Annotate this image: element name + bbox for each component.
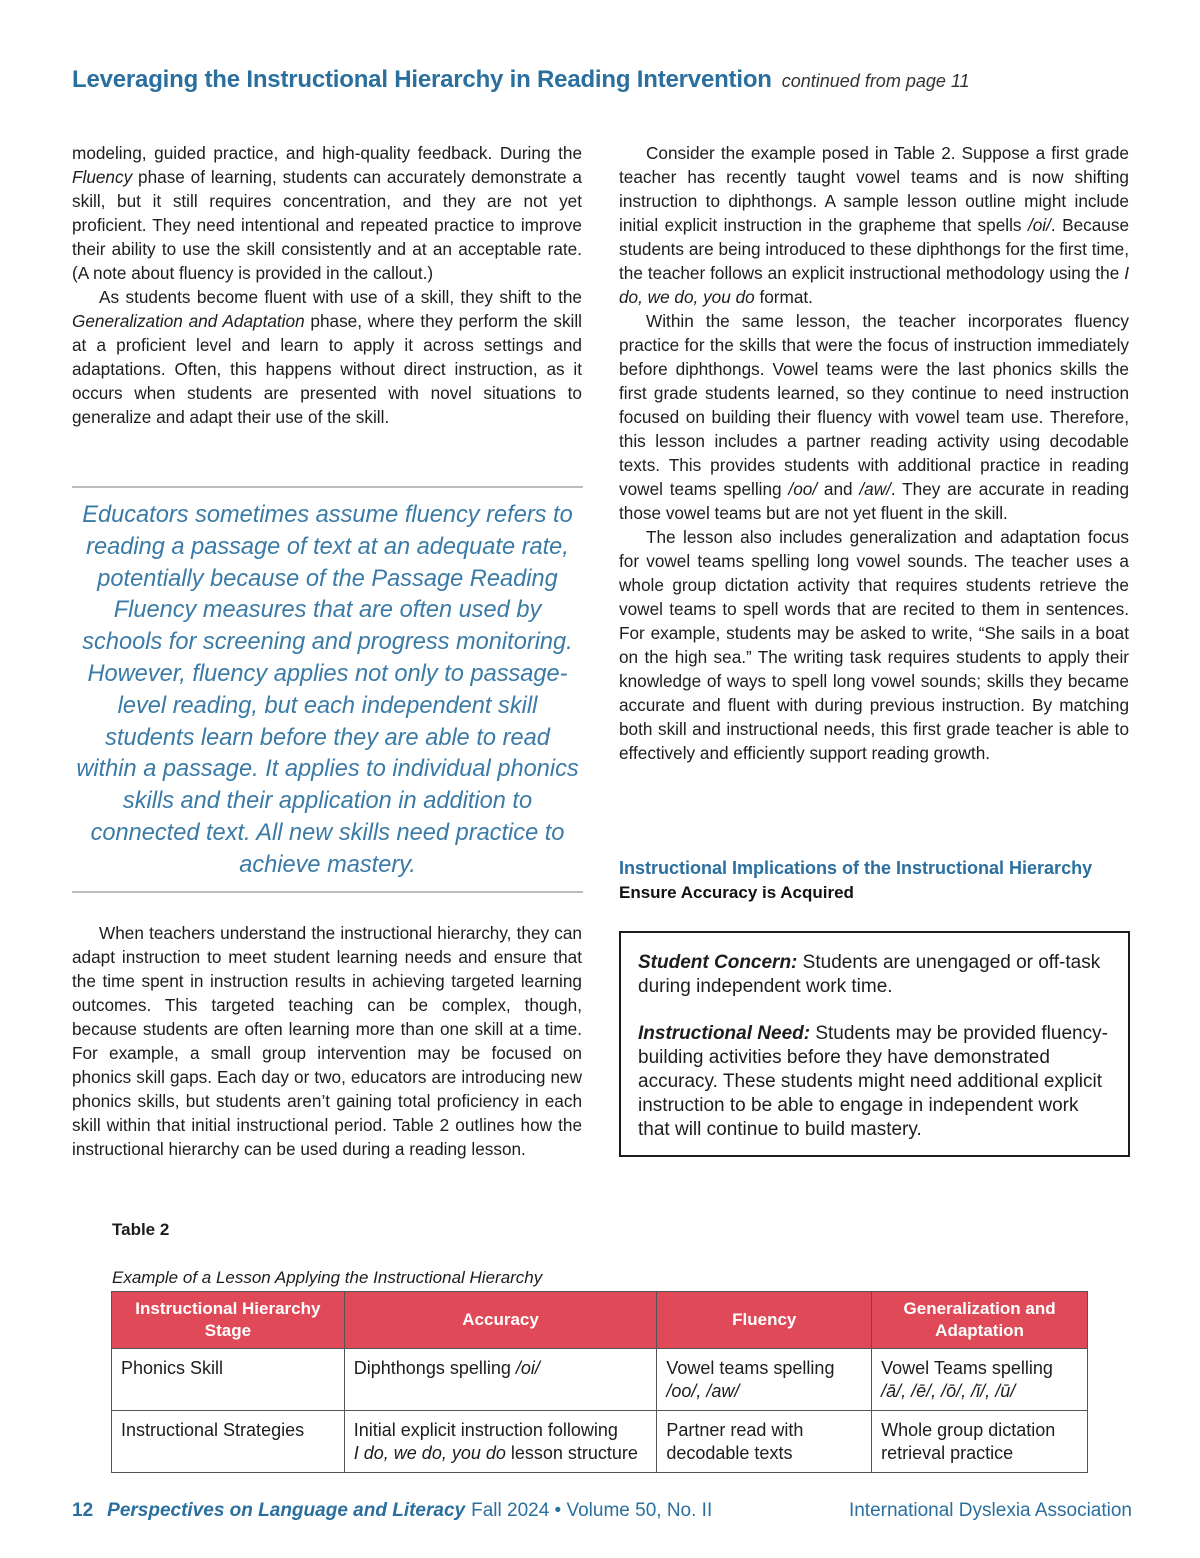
left-column-bottom <box>72 921 582 1161</box>
page-number: 12 <box>72 1500 94 1521</box>
text-emphasis: /ā/, /ē/, /ō/, /ī/, /ū/ <box>881 1381 1016 1401</box>
journal-name: Perspectives on Language and Literacy <box>107 1500 466 1521</box>
continued-note: continued from page 11 <box>781 71 970 91</box>
instructional-need <box>638 1022 1110 1142</box>
lesson-table <box>111 1291 1088 1473</box>
text-run: . Because students are being introduced to these diphthongs for the first time, the teacher follows an explicit instructional methodology using the <box>619 215 1130 283</box>
text-emphasis: I do, we do, you do <box>353 1443 506 1463</box>
text-emphasis: /oi/ <box>515 1358 540 1378</box>
paragraph <box>72 285 582 429</box>
text-run: decodable texts <box>666 1443 793 1463</box>
need-text: Students may be provided fluency-building activities before they have demonstrated accuracy. These students might need additional explicit instruction to be able to engage in independent work that will continue to build mastery. <box>638 1023 1108 1140</box>
concern-text: Students are unengaged or off-task during independent work time. <box>638 952 1101 997</box>
text-run: phase, where they perform the skill at a proficient level and learn to apply it across settings and adaptations. Often, this happens without direct instruction, as it occurs when students are presented with novel situations to generalize and adapt their use of the skill. <box>72 311 582 427</box>
table-number: Table 2 <box>112 1220 170 1239</box>
text-run: Partner read with <box>666 1420 804 1440</box>
cell-stage: Instructional Strategies <box>112 1411 345 1473</box>
table-row <box>112 1411 1088 1473</box>
text-run: Vowel Teams spelling <box>881 1358 1053 1378</box>
cell-stage: Phonics Skill <box>112 1349 345 1411</box>
text-run: As students become fluent with use of a skill, they shift to the <box>99 287 582 307</box>
text-run: format. <box>754 287 813 307</box>
text-emphasis: I do, we do, you do <box>619 263 1129 307</box>
header-fluency: Fluency <box>657 1292 872 1349</box>
cell-fluency <box>657 1411 872 1473</box>
header-generalization: Generalization and Adaptation <box>872 1292 1088 1349</box>
student-concern <box>638 951 1110 999</box>
paragraph <box>72 141 582 285</box>
cell-accuracy <box>344 1349 657 1411</box>
concern-label: Student Concern: <box>638 952 798 973</box>
text-emphasis: Generalization and Adaptation <box>72 311 305 331</box>
page-footer <box>72 1500 1132 1522</box>
text-run: Initial explicit instruction following <box>353 1420 618 1440</box>
text-run: retrieval practice <box>881 1443 1014 1463</box>
text-emphasis: /oi/ <box>1027 215 1051 235</box>
text-emphasis: /oo/, /aw/ <box>666 1381 740 1401</box>
table-caption: Example of a Lesson Applying the Instructional Hierarchy <box>112 1268 543 1287</box>
text-emphasis: Fluency <box>72 167 133 187</box>
text-run: lesson structure <box>505 1443 638 1463</box>
text-run: Vowel teams spelling <box>666 1358 835 1378</box>
text-emphasis: /oo/ <box>788 479 818 499</box>
cell-accuracy <box>344 1411 657 1473</box>
paragraph <box>619 141 1129 309</box>
paragraph: When teachers understand the instructional hierarchy, they can adapt instruction to meet student learning needs and ensure that the time spent in instruction results in achieving targeted learning outcomes. This targeted teaching can be complex, though, because students are often learning more than one skill at a time. For example, a small group intervention may be focused on phonics skill gaps. Each day or two, educators are introducing new phonics skills, but students aren’t gaining total proficiency in each skill within that initial instructional period. Table 2 outlines how the instructional hierarchy can be used during a reading lesson. <box>72 923 582 1159</box>
text-run: Consider the example posed in Table 2. Suppose a first grade teacher has recently taught vowel teams and is now shifting instruction to diphthongs. A sample lesson outline might include initial explicit instruction in the grapheme that spells <box>619 143 1129 235</box>
right-column <box>619 141 1129 765</box>
section-subheading: Ensure Accuracy is Acquired <box>619 883 854 902</box>
organization-name: International Dyslexia Association <box>848 1500 1132 1521</box>
pullquote-text: Educators sometimes assume fluency refers to reading a passage of text at an adequate rate, potentially because of the Passage Reading Fluency measures that are often used by schools for screening and progress monitoring. However, fluency applies not only to passage-level reading, but each independent skill students learn before they are able to read within a passage. It applies to individual phonics skills and their application in addition to connected text. All new skills need practice to achieve mastery. <box>76 502 579 878</box>
header-accuracy: Accuracy <box>344 1292 657 1349</box>
paragraph: The lesson also includes generalization and adaptation focus for vowel teams spelling long vowel sounds. The teacher uses a whole group dictation activity that requires students retrieve the vowel teams to spell words that are recited to them in sentences. For example, students may be asked to write, “She sails in a boat on the high sea.” The writing task requires students to apply their knowledge of ways to spell long vowel sounds; skills they became accurate and fluent with during previous instruction. By matching both skill and instructional needs, this first grade teacher is able to effectively and efficiently support reading growth. <box>619 527 1129 763</box>
need-label: Instructional Need: <box>638 1023 811 1044</box>
text-run: modeling, guided practice, and high-quality feedback. During the <box>72 143 582 163</box>
table-header-row <box>112 1292 1088 1349</box>
text-run: phase of learning, students can accurately demonstrate a skill, but it still requires concentration, and they are not yet proficient. They need intentional and repeated practice to improve their ability to use the skill consistently and at an acceptable rate. (A note about fluency is provided in the callout.) <box>72 167 582 283</box>
text-run: and <box>817 479 860 499</box>
text-run: . They are accurate in reading those vowel teams but are not yet fluent in the skill. <box>619 479 1130 523</box>
text-run: Diphthongs spelling <box>353 1358 516 1378</box>
running-header <box>72 66 1132 94</box>
pullquote <box>72 486 583 893</box>
text-run: Whole group dictation <box>881 1420 1056 1440</box>
text-emphasis: /aw/ <box>859 479 891 499</box>
callout-box <box>619 931 1130 1157</box>
header-stage: Instructional Hierarchy Stage <box>112 1292 345 1349</box>
table-row <box>112 1349 1088 1411</box>
section-heading: Instructional Implications of the Instructional Hierarchy <box>619 858 1093 878</box>
cell-generalization <box>872 1411 1088 1473</box>
article-title: Leveraging the Instructional Hierarchy in Reading Intervention <box>72 66 772 93</box>
cell-generalization <box>872 1349 1088 1411</box>
text-run: Within the same lesson, the teacher incorporates fluency practice for the skills that were the focus of instruction immediately before diphthongs. Vowel teams were the last phonics skills the first grade students learned, so they continue to need instruction focused on building their fluency with vowel team use. Therefore, this lesson includes a partner reading activity using decodable texts. This provides students with additional practice in reading vowel teams spelling <box>619 311 1129 499</box>
paragraph <box>619 309 1129 525</box>
issue-info: Fall 2024 • Volume 50, No. II <box>471 1500 713 1521</box>
left-column-top <box>72 141 582 429</box>
cell-fluency <box>657 1349 872 1411</box>
